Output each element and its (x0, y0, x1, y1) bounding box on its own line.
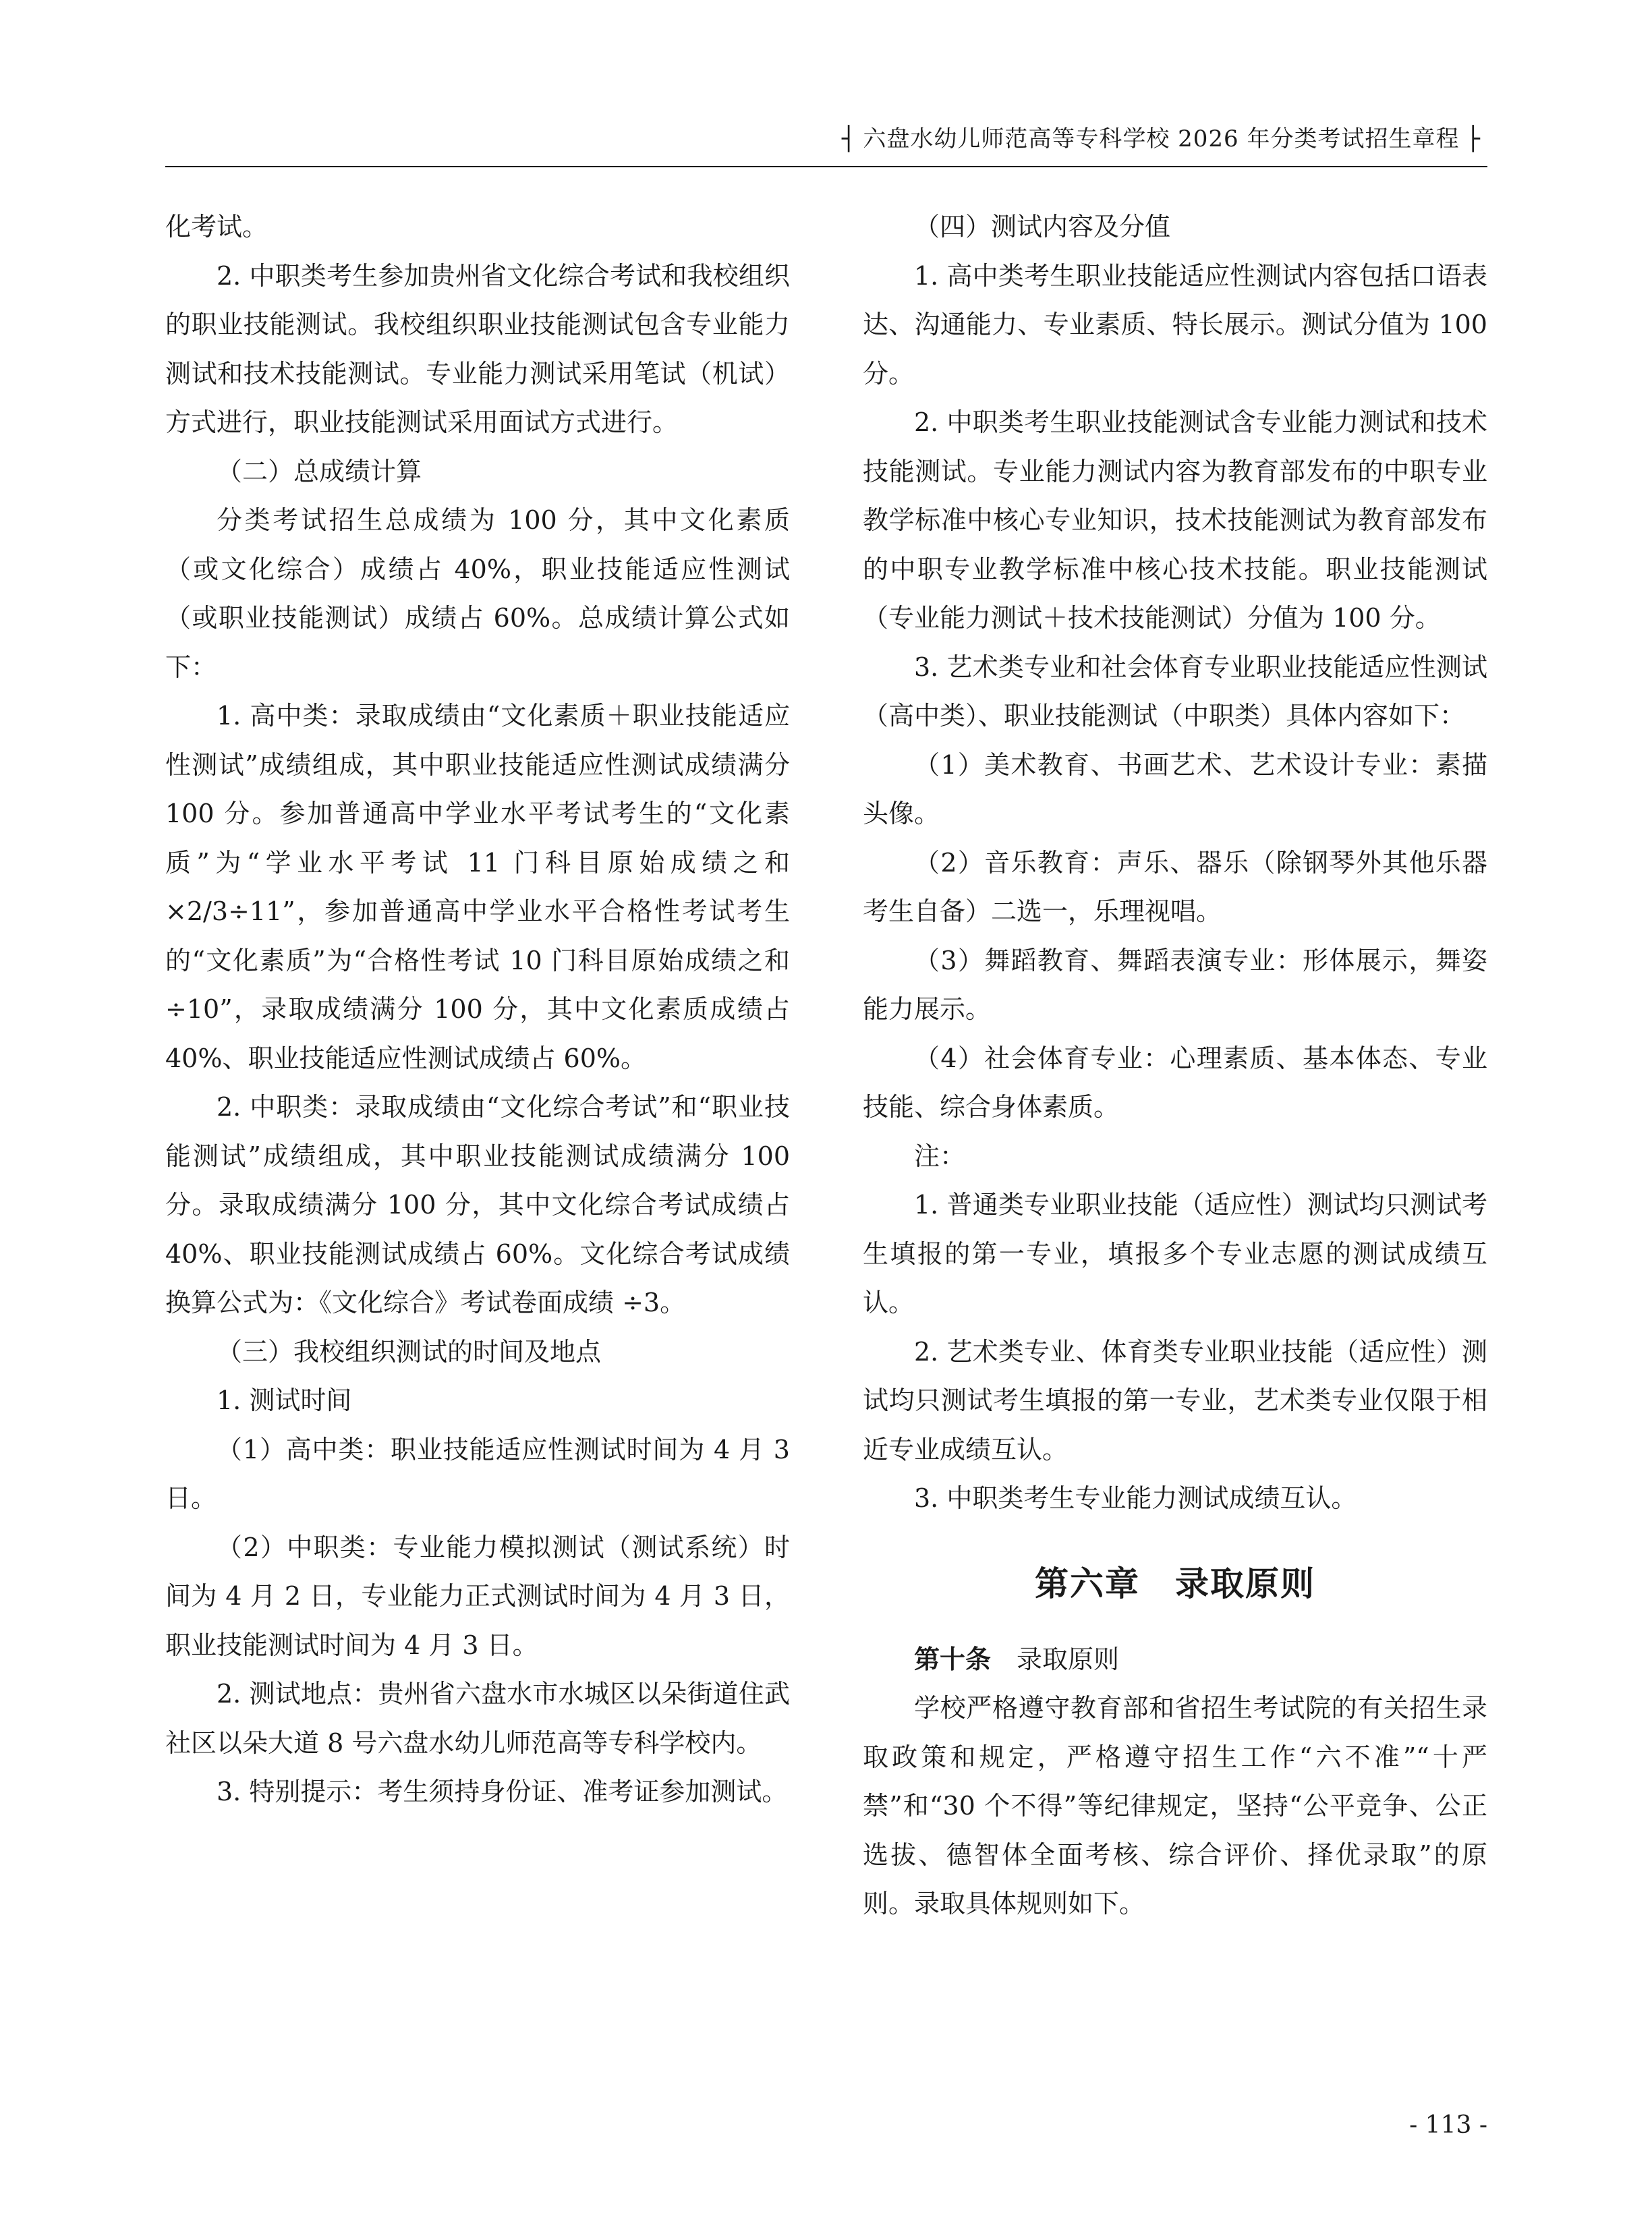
paragraph: 2. 中职类：录取成绩由“文化综合考试”和“职业技能测试”成绩组成，其中职业技能测试成绩满分 100 分。录取成绩满分 100 分，其中文化综合考试成绩占 40%、职业技能测试成绩占 60%。文化综合考试成绩换算公式为：《文化综合》考试卷面成绩 ÷3。 (165, 1092, 790, 1317)
article-heading (863, 1635, 1487, 1684)
paragraph: 1. 测试时间 (217, 1386, 352, 1415)
paragraph: 2. 测试地点：贵州省六盘水市水城区以朵街道住武社区以朵大道 8 号六盘水幼儿师范高等专科学校内。 (165, 1679, 790, 1758)
paragraph: 化考试。 (165, 212, 268, 241)
paragraph: （3）舞蹈教育、舞蹈表演专业：形体展示，舞姿能力展示。 (863, 945, 1487, 1024)
chapter-title: 第六章 录取原则 (1035, 1564, 1315, 1603)
paragraph: 1. 高中类考生职业技能适应性测试内容包括口语表达、沟通能力、专业素质、特长展示。测试分值为 100 分。 (863, 260, 1487, 389)
section-heading: （三）我校组织测试的时间及地点 (217, 1336, 602, 1367)
paragraph: 2. 中职类考生职业技能测试含专业能力测试和技术技能测试。专业能力测试内容为教育部发布的中职专业教学标准中核心专业知识，技术技能测试为教育部发布的中职专业教学标准中核心技术技能。职业技能测试（专业能力测试＋技术技能测试）分值为 100 分。 (863, 407, 1487, 633)
paragraph: 2. 艺术类专业、体育类专业职业技能（适应性）测试均只测试考生填报的第一专业，艺术类专业仅限于相近专业成绩互认。 (863, 1336, 1487, 1464)
paragraph: （4）社会体育专业：心理素质、基本体态、专业技能、综合身体素质。 (863, 1043, 1487, 1122)
paragraph: 3. 艺术类专业和社会体育专业职业技能适应性测试（高中类）、职业技能测试（中职类）具体内容如下： (863, 652, 1487, 731)
paragraph: （2）音乐教育：声乐、器乐（除钢琴外其他乐器考生自备）二选一，乐理视唱。 (863, 847, 1487, 926)
paragraph: 3. 中职类考生专业能力测试成绩互认。 (914, 1483, 1357, 1513)
page-number: - 113 - (1409, 2111, 1487, 2139)
note-label: 注： (914, 1141, 966, 1171)
header-rule (165, 166, 1487, 167)
article-label: 第十条 (914, 1644, 992, 1674)
left-column (165, 202, 790, 1817)
article-title: 录取原则 (1017, 1644, 1120, 1674)
paragraph: 3. 特别提示：考生须持身份证、准考证参加测试。 (217, 1777, 788, 1806)
running-header (165, 120, 1487, 153)
header-title: 六盘水幼儿师范高等专科学校 2026 年分类考试招生章程 (863, 125, 1460, 152)
paragraph: 1. 高中类：录取成绩由“文化素质＋职业技能适应性测试”成绩组成，其中职业技能适应性测试成绩满分 100 分。参加普通高中学业水平考试考生的“文化素质”为“学业水平考试 11 门科目原始成绩之和 ×2/3÷11”，参加普通高中学业水平合格性考试考生的“文化素质”为“合格性考试 10 门科目原始成绩之和 ÷10”，录取成绩满分 100 分，其中文化素质成绩占 40%、职业技能适应性测试成绩占 60%。 (165, 701, 790, 1073)
section-heading: （二）总成绩计算 (217, 456, 422, 486)
right-column (863, 202, 1487, 1929)
header-left-mark: ┤ (841, 125, 857, 152)
paragraph: （1）高中类：职业技能适应性测试时间为 4 月 3 日。 (165, 1434, 790, 1513)
paragraph: 1. 普通类专业职业技能（适应性）测试均只测试考生填报的第一专业，填报多个专业志愿的测试成绩互认。 (863, 1190, 1487, 1317)
paragraph: （1）美术教育、书画艺术、艺术设计专业：素描头像。 (863, 749, 1487, 828)
paragraph: （2）中职类：专业能力模拟测试（测试系统）时间为 4 月 2 日，专业能力正式测试时间为 4 月 3 日，职业技能测试时间为 4 月 3 日。 (165, 1532, 790, 1660)
header-right-mark: ├ (1466, 125, 1481, 152)
paragraph: 学校严格遵守教育部和省招生考试院的有关招生录取政策和规定，严格遵守招生工作“六不准”“十严禁”和“30 个不得”等纪律规定，坚持“公平竞争、公正选拔、德智体全面考核、综合评价、择优录取”的原则。录取具体规则如下。 (863, 1693, 1487, 1918)
paragraph: 分类考试招生总成绩为 100 分，其中文化素质（或文化综合）成绩占 40%，职业技能适应性测试（或职业技能测试）成绩占 60%。总成绩计算公式如下： (165, 505, 790, 682)
paragraph: 2. 中职类考生参加贵州省文化综合考试和我校组织的职业技能测试。我校组织职业技能测试包含专业能力测试和技术技能测试。专业能力测试采用笔试（机试）方式进行，职业技能测试采用面试方式进行。 (165, 260, 790, 437)
section-heading: （四）测试内容及分值 (914, 212, 1171, 241)
